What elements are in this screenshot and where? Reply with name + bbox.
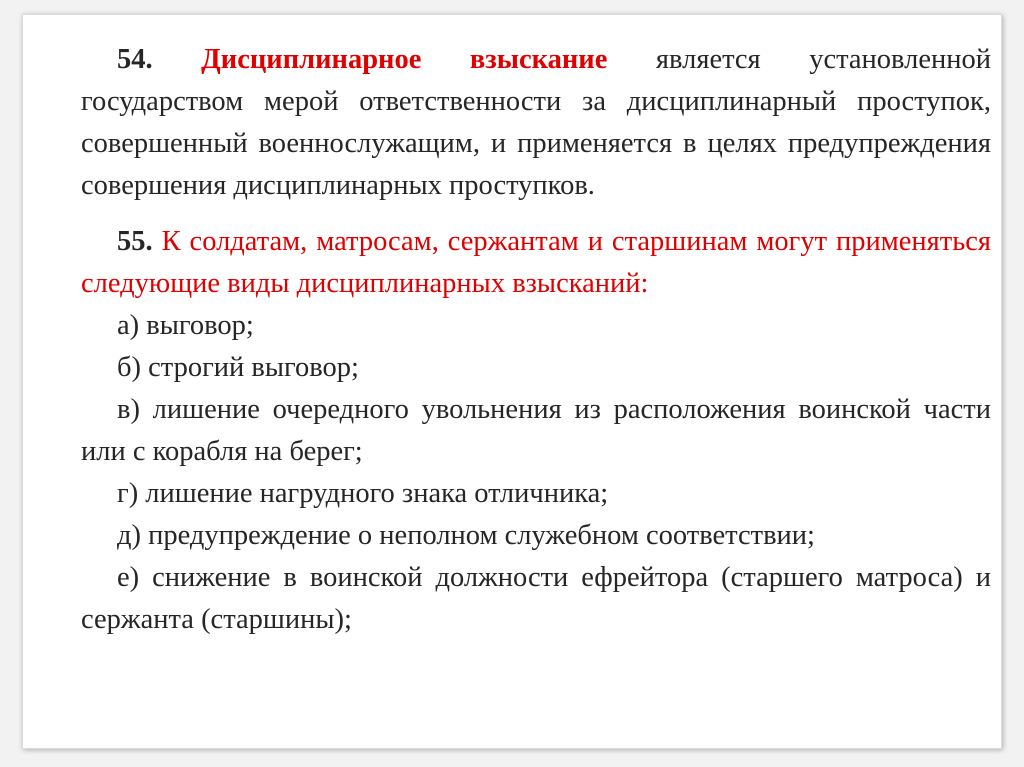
paragraph-55-number: 55. <box>117 226 153 257</box>
paragraph-54 <box>81 39 991 207</box>
paragraph-55 <box>81 221 991 305</box>
list-item-e: е) снижение в воинской должности ефрейтора (старшего матроса) и сержанта (старшины); <box>81 562 991 635</box>
paragraph-54-number: 54. <box>117 44 153 75</box>
paragraph-54-text: является установленной государством мерой ответственности за дисциплинарный проступок, совершенный военнослужащим, и применяется в целях предупреждения совершения дисциплинарных проступков. <box>81 44 992 201</box>
list-item-g: г) лишение нагрудного знака отличника; <box>117 478 609 509</box>
paragraph-54-term: Дисциплинарное взыскание <box>201 44 608 75</box>
list-item-v: в) лишение очередного увольнения из расположения воинской части или с корабля на берег; <box>81 394 991 467</box>
slide <box>22 14 1002 749</box>
list-item-b: б) строгий выговор; <box>117 352 359 383</box>
slide-content <box>81 39 991 641</box>
paragraph-55-intro: К солдатам, матросам, сержантам и старшинам могут применяться следующие виды дисциплинарных взысканий: <box>81 226 991 299</box>
list-item-d: д) предупреждение о неполном служебном соответствии; <box>117 520 815 551</box>
list-item-a: а) выговор; <box>117 310 254 341</box>
